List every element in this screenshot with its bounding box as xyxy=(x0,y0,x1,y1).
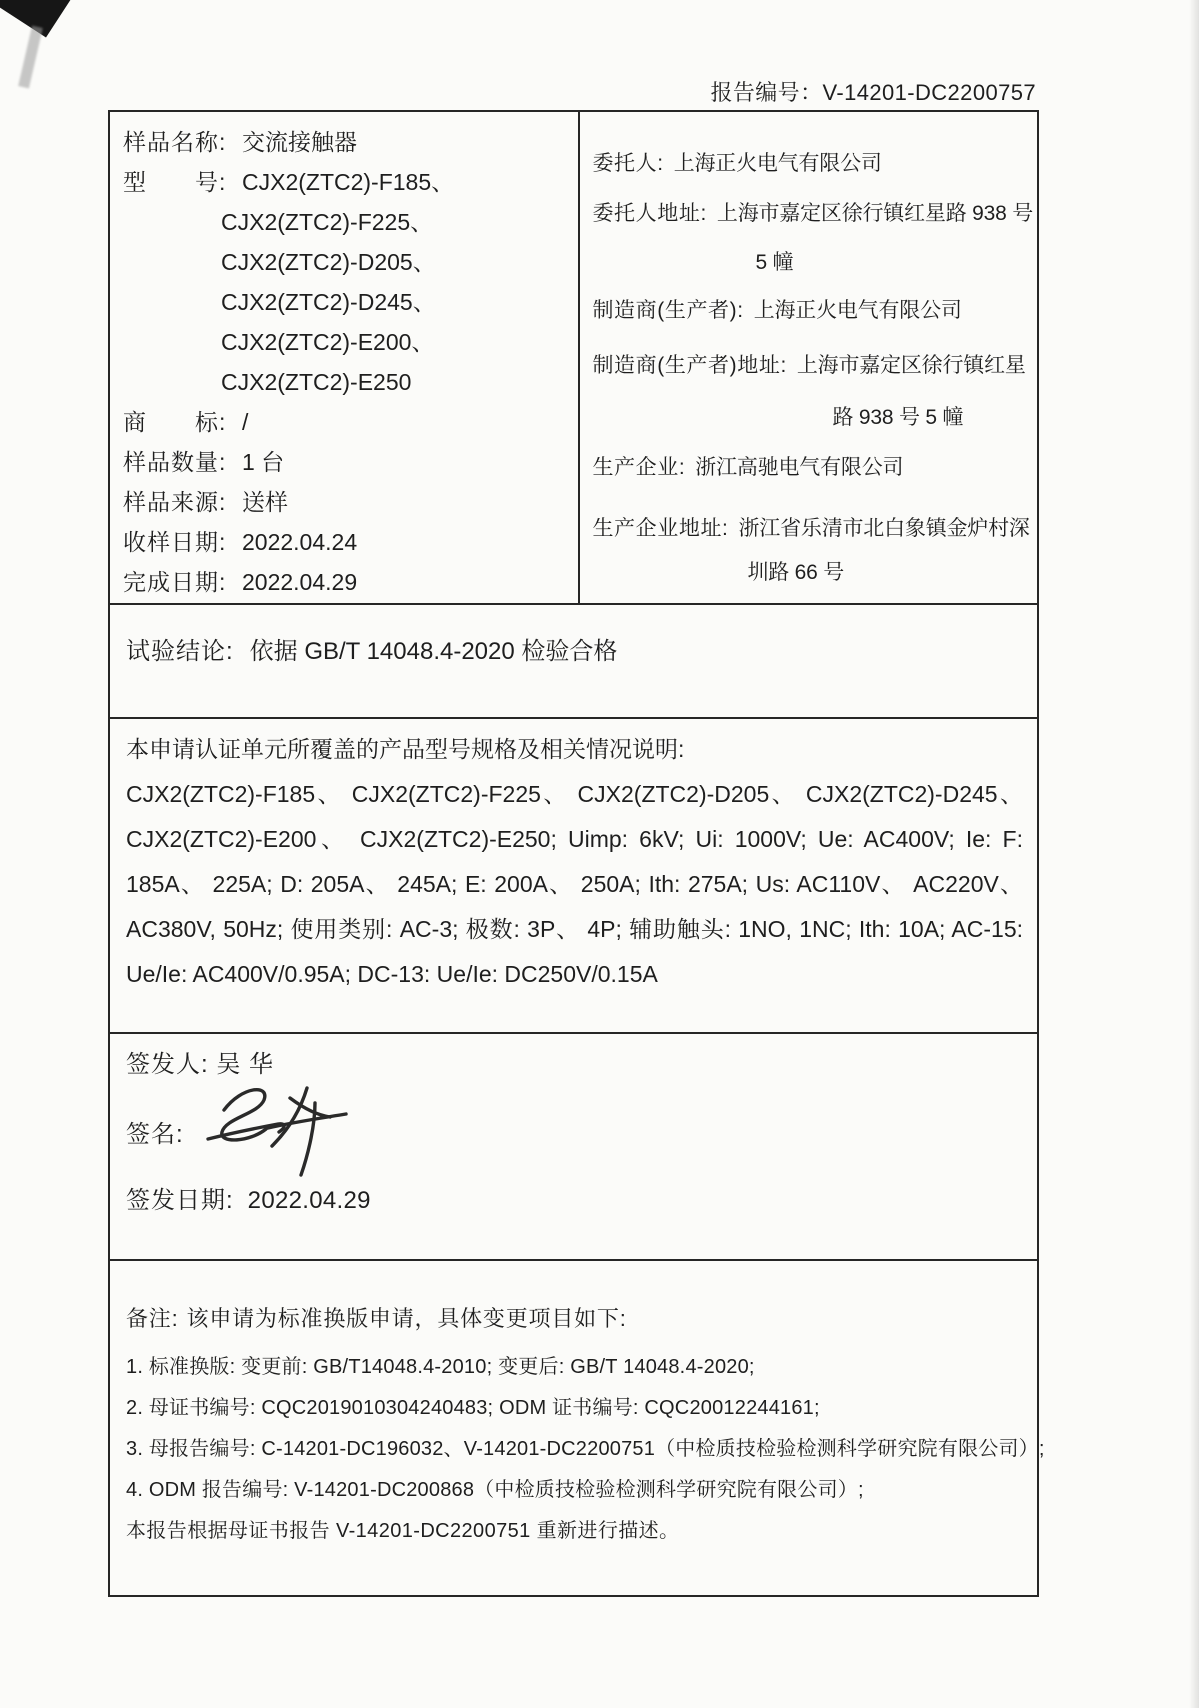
completed-date-value: 2022.04.29 xyxy=(242,569,358,595)
quantity-row xyxy=(123,442,572,482)
coverage-section xyxy=(110,717,1037,1032)
model-value-1: CJX2(ZTC2)-F185、 xyxy=(242,169,455,195)
coverage-line: AC380V, 50Hz; 使用类别: AC-3; 极数: 3P、 4P; 辅助触头: 1NO, 1NC; Ith: 10A; AC-15: xyxy=(126,916,1023,942)
model-row-cont xyxy=(123,282,572,322)
consignor-address-value: 上海市嘉定区徐行镇红星路 938 号 xyxy=(716,202,1033,225)
issuer-label: 签发人: xyxy=(126,1051,209,1078)
scan-smudge-artifact xyxy=(18,26,43,89)
model-label: 型 号: xyxy=(123,169,227,195)
model-value-6: CJX2(ZTC2)-E250 xyxy=(221,369,412,395)
coverage-line: Ue/Ie: AC400V/0.95A; DC-13: Ue/Ie: DC250V/0.15A xyxy=(126,961,658,987)
model-row xyxy=(123,162,572,202)
signature-label: 签名: xyxy=(126,1121,184,1148)
report-number-value: V-14201-DC2200757 xyxy=(822,80,1036,105)
completed-date-row xyxy=(123,562,572,602)
report-number-label: 报告编号： xyxy=(710,80,823,105)
sample-and-parties-section xyxy=(110,112,1037,603)
consignor-address-row xyxy=(592,200,1033,228)
received-date-label: 收样日期: xyxy=(123,529,227,555)
source-value: 送样 xyxy=(242,489,288,515)
remarks-item-3: 3. 母报告编号: C-14201-DC196032、V-14201-DC2200751（中检质技检验检测科学研究院有限公司）; xyxy=(126,1438,1045,1460)
model-value-5: CJX2(ZTC2)-E200、 xyxy=(221,329,435,355)
model-row-cont xyxy=(123,322,572,362)
coverage-intro: 本申请认证单元所覆盖的产品型号规格及相关情况说明: xyxy=(126,736,685,762)
remarks-item-2: 2. 母证书编号: CQC2019010304240483; ODM 证书编号: CQC20012244161; xyxy=(126,1397,820,1419)
model-row-cont xyxy=(123,202,572,242)
source-row xyxy=(123,482,572,522)
factory-row xyxy=(592,454,1033,482)
report-table xyxy=(108,110,1045,1597)
remarks-label: 备注: xyxy=(126,1306,179,1331)
consignor-row xyxy=(592,150,1033,178)
coverage-line: CJX2(ZTC2)-F185、 CJX2(ZTC2)-F225、 CJX2(ZTC2)-D205、 CJX2(ZTC2)-D245、 xyxy=(126,781,1023,807)
remarks-intro: 该申请为标准换版申请，具体变更项目如下: xyxy=(186,1306,627,1331)
sample-name-value: 交流接触器 xyxy=(242,129,357,155)
report-number-line xyxy=(105,76,1036,107)
handwritten-signature-image xyxy=(194,1076,384,1181)
issuer-row xyxy=(126,1044,274,1079)
conclusion-label: 试验结论: xyxy=(126,638,234,665)
factory-value: 浙江高驰电气有限公司 xyxy=(695,456,904,479)
model-value-4: CJX2(ZTC2)-D245、 xyxy=(221,289,436,315)
consignor-label: 委托人: xyxy=(592,152,664,175)
factory-address-cont: 圳路 66 号 xyxy=(747,561,845,584)
signature-section xyxy=(110,1032,1037,1259)
trademark-value: / xyxy=(242,409,249,435)
sample-name-row xyxy=(123,122,572,162)
remarks-title xyxy=(126,1305,1019,1333)
source-label: 样品来源: xyxy=(123,489,227,515)
coverage-line: CJX2(ZTC2)-E200、 CJX2(ZTC2)-E250; Uimp: 6kV; Ui: 1000V; Ue: AC400V; Ie: F: xyxy=(126,826,1023,852)
manufacturer-value: 上海正火电气有限公司 xyxy=(753,299,962,322)
remarks-section xyxy=(110,1259,1045,1595)
conclusion-text: 依据 GB/T 14048.4-2020 检验合格 xyxy=(249,638,618,665)
remarks-item-4: 4. ODM 报告编号: V-14201-DC200868（中检质技检验检测科学研究院有限公司）; xyxy=(126,1479,864,1501)
model-row-cont xyxy=(123,362,572,402)
conclusion-section xyxy=(110,603,1037,717)
model-value-3: CJX2(ZTC2)-D205、 xyxy=(221,249,436,275)
factory-address-value: 浙江省乐清市北白象镇金炉村深 xyxy=(738,517,1030,540)
issue-date-label: 签发日期: xyxy=(126,1187,234,1214)
sample-info-cell xyxy=(110,112,580,603)
factory-address-label: 生产企业地址: xyxy=(592,517,729,540)
manufacturer-address-row xyxy=(592,352,1033,380)
consignor-value: 上海正火电气有限公司 xyxy=(673,152,882,175)
received-date-row xyxy=(123,522,572,562)
consignor-address-label: 委托人地址: xyxy=(592,202,707,225)
factory-label: 生产企业: xyxy=(592,456,686,479)
remarks-footer: 本报告根据母证书报告 V-14201-DC2200751 重新进行描述。 xyxy=(126,1520,680,1542)
factory-address-row xyxy=(592,515,1033,543)
quantity-label: 样品数量: xyxy=(123,449,227,475)
issue-date-row xyxy=(126,1180,371,1215)
manufacturer-label: 制造商(生产者): xyxy=(592,299,744,322)
completed-date-label: 完成日期: xyxy=(123,569,227,595)
trademark-row xyxy=(123,402,572,442)
model-value-2: CJX2(ZTC2)-F225、 xyxy=(221,209,434,235)
remarks-item-1: 1. 标准换版: 变更前: GB/T14048.4-2010; 变更后: GB/T 14048.4-2020; xyxy=(126,1356,755,1378)
manufacturer-address-value: 上海市嘉定区徐行镇红星 xyxy=(796,354,1026,377)
quantity-value: 1 台 xyxy=(242,449,285,475)
manufacturer-row xyxy=(592,297,1033,325)
page-edge-shadow xyxy=(1189,0,1199,1708)
issuer-name: 吴 华 xyxy=(216,1051,275,1078)
consignor-address-cont: 5 幢 xyxy=(755,251,794,274)
issue-date-value: 2022.04.29 xyxy=(247,1187,371,1214)
model-row-cont xyxy=(123,242,572,282)
received-date-value: 2022.04.24 xyxy=(242,529,358,555)
trademark-label: 商 标: xyxy=(123,409,227,435)
sample-name-label: 样品名称: xyxy=(123,129,227,155)
coverage-line: 185A、 225A; D: 205A、 245A; E: 200A、 250A; Ith: 275A; Us: AC110V、 AC220V、 xyxy=(126,871,1023,897)
manufacturer-address-label: 制造商(生产者)地址: xyxy=(592,354,787,377)
manufacturer-address-cont: 路 938 号 5 幢 xyxy=(832,406,964,429)
parties-info-cell xyxy=(580,112,1037,603)
